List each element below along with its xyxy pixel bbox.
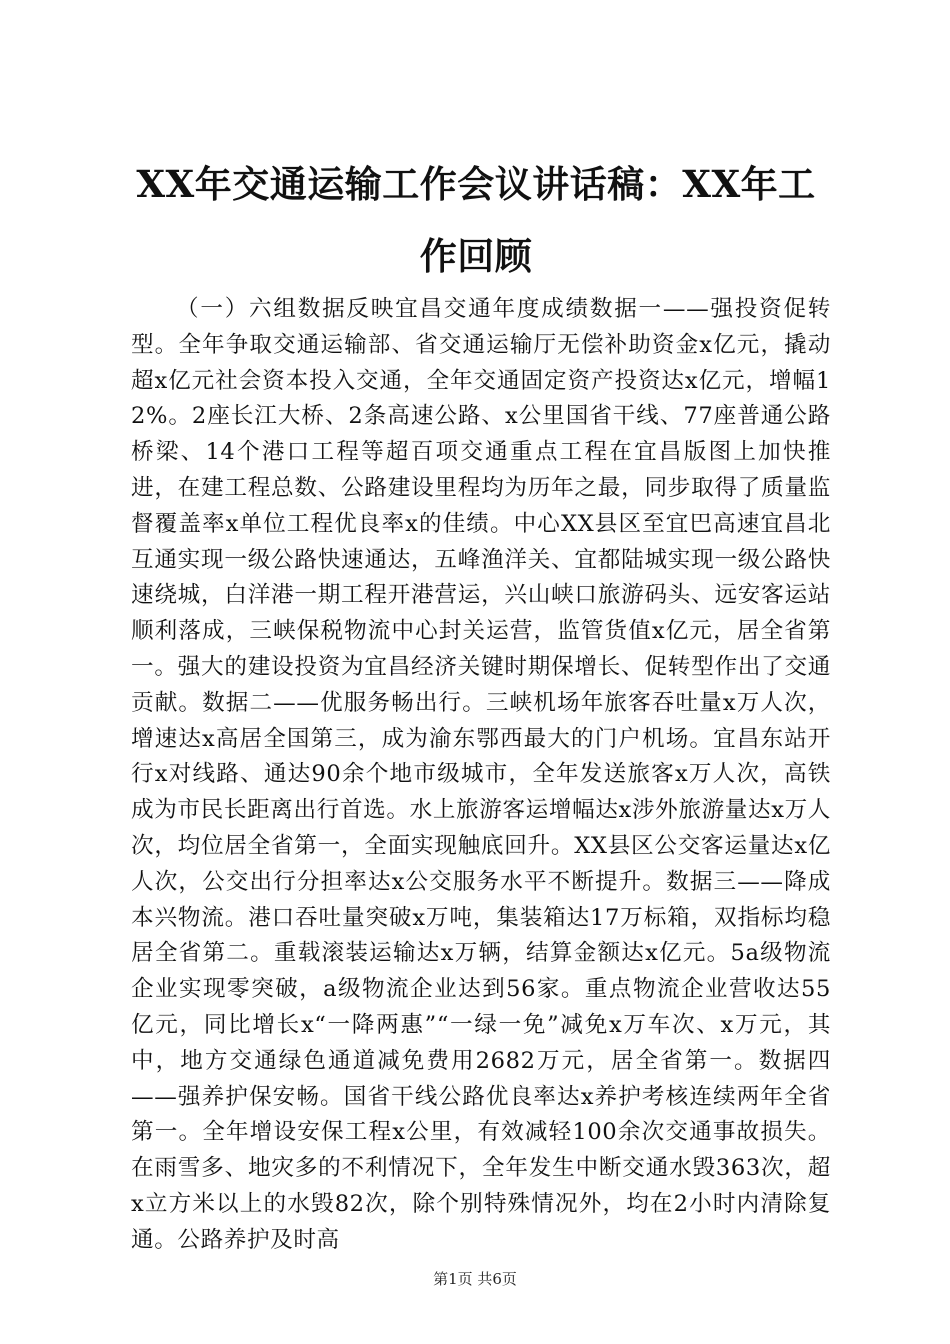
page-number-indicator: 第1页 共6页 <box>433 1270 517 1288</box>
document-body-paragraph: （一）六组数据反映宜昌交通年度成绩数据一——强投资促转型。全年争取交通运输部、省交通运输厅无偿补助资金x亿元，撬动超x亿元社会资本投入交通，全年交通固定资产投资达x亿元，增幅12%。2座长江大桥、2条高速公路、x公里国省干线、77座普通公路桥梁、14个港口工程等超百项交通重点工程在宜昌版图上加快推进，在建工程总数、公路建设里程均为历年之最，同步取得了质量监督覆盖率x单位工程优良率x的佳绩。中心XX县区至宜巴高速宜昌北互通实现一级公路快速通达，五峰渔洋关、宜都陆城实现一级公路快速绕城，白洋港一期工程开港营运，兴山峡口旅游码头、远安客运站顺利落成，三峡保税物流中心封关运营，监管货值x亿元，居全省第一。强大的建设投资为宜昌经济关键时期保增长、促转型作出了交通贡献。数据二——优服务畅出行。三峡机场年旅客吞吐量x万人次，增速达x高居全国第三，成为渝东鄂西最大的门户机场。宜昌东站开行x对线路、通达90余个地市级城市，全年发送旅客x万人次，高铁成为市民长距离出行首选。水上旅游客运增幅达x涉外旅游量达x万人次，均位居全省第一，全面实现触底回升。XX县区公交客运量达x亿人次，公交出行分担率达x公交服务水平不断提升。数据三——降成本兴物流。港口吞吐量突破x万吨，集装箱达17万标箱，双指标均稳居全省第二。重载滚装运输达x万辆，结算金额达x亿元。5a级物流企业实现零突破，a级物流企业达到56家。重点物流企业营收达55亿元，同比增长x“一降两惠”“一绿一免”减免x万车次、x万元，其中，地方交通绿色通道减免费用2682万元，居全省第一。数据四——强养护保安畅。国省干线公路优良率达x养护考核连续两年全省第一。全年增设安保工程x公里，有效减轻100余次交通事故损失。在雨雪多、地灾多的不利情况下，全年发生中断交通水毁363次，超x立方米以上的水毁82次，除个别特殊情况外，均在2小时内清除复通。公路养护及时高 <box>131 296 831 1253</box>
document-title: XX年交通运输工作会议讲话稿：XX年工作回顾 <box>136 162 816 278</box>
page-footer <box>0 1269 950 1289</box>
